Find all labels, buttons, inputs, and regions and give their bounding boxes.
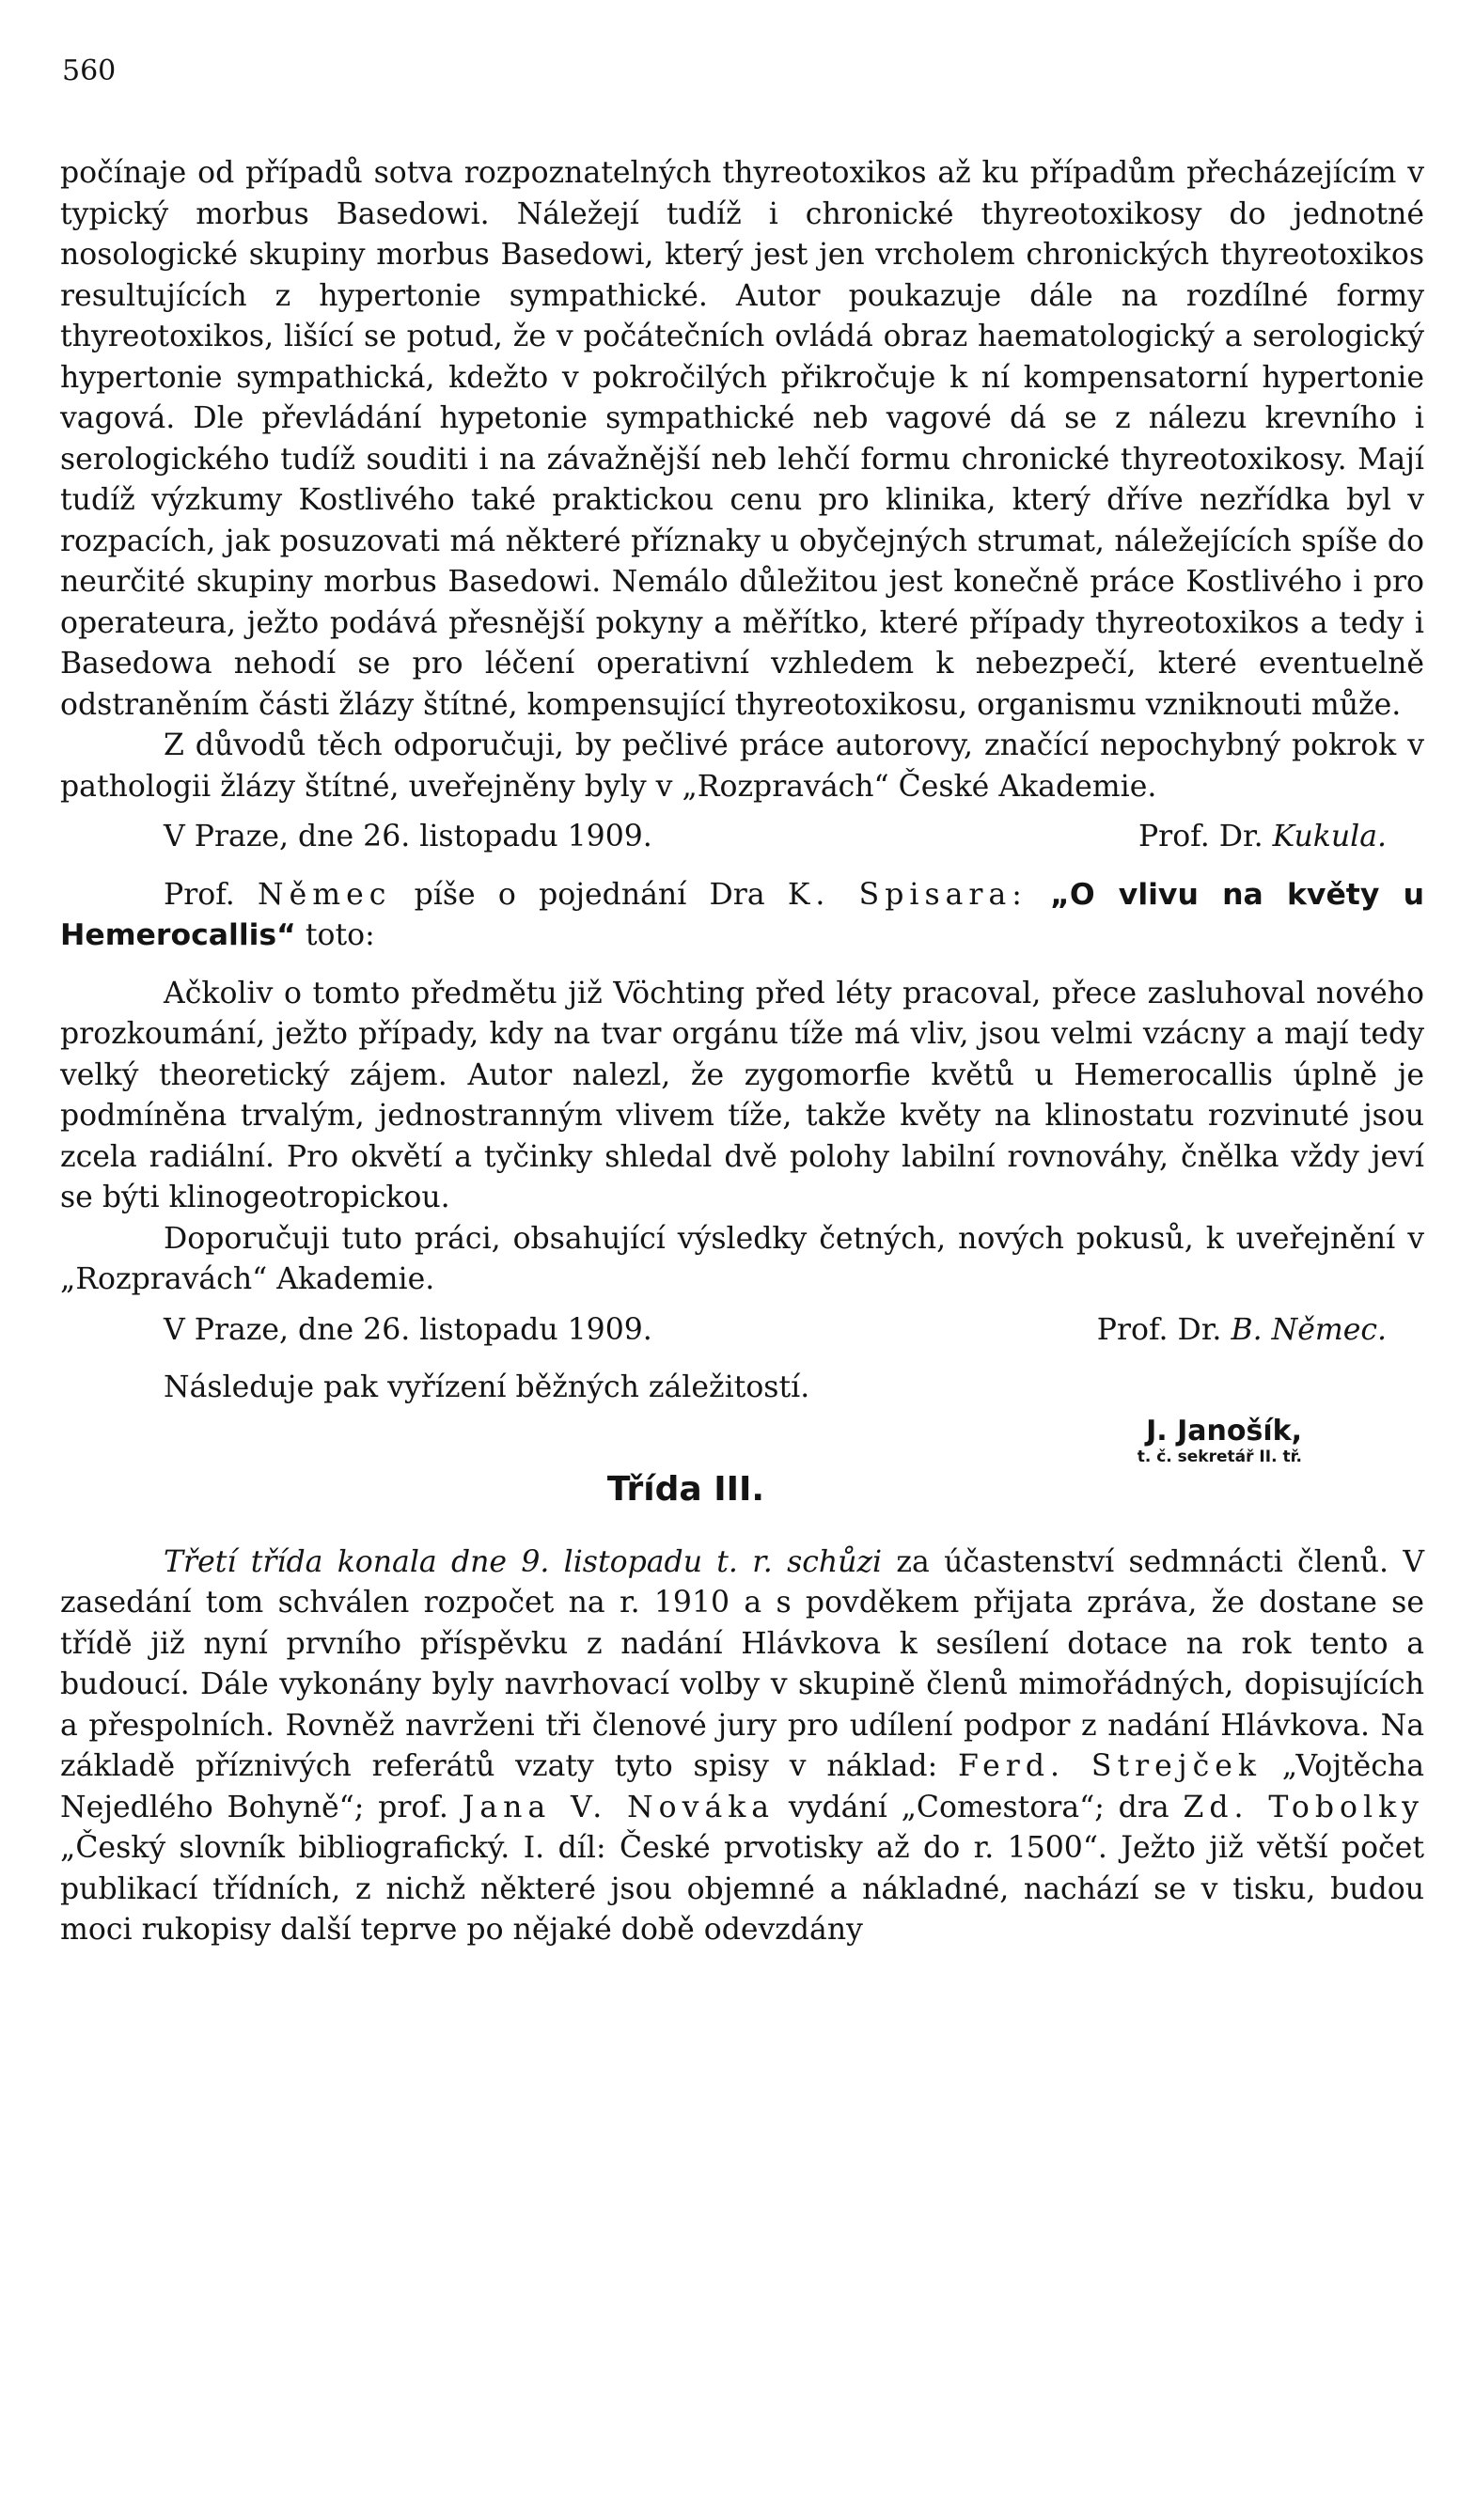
work-3: „Český slovník bibliografický. I. díl: České prvotisky až do r. 1500“. Ježto již větší počet publikací třídních, z nichž některé jsou objemné a nákladné, nachází se v tisku, budou moci rukopisy další teprve po nějaké době odevzdány: [60, 1831, 1424, 1947]
paragraph-review-spisar: Ačkoliv o tomto předmětu již Vöchting před léty pracoval, přece zasluhoval nového prozkoumání, ježto případy, kdy na tvar orgánu tíže má vliv, jsou velmi vzácny a mají tedy velký theoretický zájem. Autor nalezl, že zygomorfie květů u Hemerocallis úplně je podmíněna trvalým, jednostranným vlivem tíže, takže květy na klinostatu rozvinuté jsou zcela radiální. Pro okvětí a tyčinky shledal dvě polohy labilní rovnováhy, čnělka vždy jeví se býti klinogeotropickou.: [60, 976, 1424, 1214]
signature-title: Prof. Dr.: [1096, 1312, 1222, 1347]
intro-text1: píše o pojednání Dra: [414, 877, 765, 912]
work-1: „Vojtěcha Nejedlého Bohyně“; prof.: [60, 1749, 1424, 1824]
section-heading: Třída III.: [606, 1469, 765, 1509]
intro-text2: toto:: [305, 918, 375, 952]
author-name-3: Zd. Tobolky: [1183, 1790, 1424, 1824]
author-name-1: Ferd. Strejček: [958, 1749, 1262, 1783]
secretary-title: t. č. sekretář II. tř.: [1137, 1447, 1302, 1466]
secretary-signature: [60, 1415, 1424, 1466]
intro-lead: Prof.: [164, 877, 235, 912]
class-three-lead: Třetí třída konala dne 9. listopadu t. r. schůzi: [164, 1544, 883, 1579]
page-number: 560: [62, 55, 117, 87]
class-three-text: za účastenství sedmnácti členů. V zasedání tom schválen rozpočet na r. 1910 a s povděkem přijata zpráva, že dostane se třídě již nyní prvního příspěvku z nadání Hlávkova k sesílení dotace na rok tento a budoucí. Dále vykonány byly navrhovací volby v skupině členů mimořádných, dopisujících a přespolních. Rovněž navrženi tři členové jury pro udílení podpor z nadání Hlávkova. Na základě příznivých referátů vzaty tyto spisy v náklad:: [60, 1544, 1425, 1783]
signature-nemec: [60, 1310, 1424, 1352]
paragraph-recommendation-2: Doporučuji tuto práci, obsahující výsledky četných, nových pokusů, k uveřejnění v „Rozpravách“ Akademie.: [60, 1221, 1424, 1296]
intro-work-title: „O vlivu na květy u Hemerocallis“: [60, 877, 1425, 952]
signature-name: Kukula.: [1272, 820, 1387, 853]
intro-name: Němec: [258, 877, 392, 912]
author-name-2: Jana V. Nováka: [462, 1790, 776, 1824]
paragraph-follow-up: Následuje pak vyřízení běžných záležitostí.: [164, 1370, 810, 1404]
signature-title: Prof. Dr.: [1138, 820, 1263, 853]
intro-author: K. Spisara:: [787, 877, 1028, 912]
paragraph-class-three: [60, 1542, 1424, 1951]
signature-author: [1138, 817, 1387, 858]
paragraph-recommendation: Z důvodů těch odporučuji, by pečlivé práce autorovy, značící nepochybný pokrok v pathologii žlázy štítné, uveřejněny byly v „Rozpravách“ České Akademie.: [60, 728, 1424, 804]
secretary-name: J. Janošík,: [1146, 1414, 1302, 1448]
signature-place-date: V Praze, dne 26. listopadu 1909.: [164, 820, 652, 853]
signature-place-date: V Praze, dne 26. listopadu 1909.: [164, 1312, 652, 1347]
paragraph-nemec-intro: [60, 875, 1424, 957]
paragraph-review-kostlivy: počínaje od případů sotva rozpoznatelných thyreotoxikos až ku případům přecházejícím v typický morbus Basedowi. Náležejí tudíž i chronické thyreotoxikosy do jednotné nosologické skupiny morbus Basedowi, který jest jen vrcholem chronických thyreotoxikos resultujících z hypertonie sympathické. Autor poukazuje dále na rozdílné formy thyreotoxikos, lišící se potud, že v počátečních ovládá obraz haematologický a serologický hypertonie sympathická, kdežto v pokročilých přikročuje k ní kompensatorní hypertonie vagová. Dle převládání hypetonie sympathické neb vagové dá se z nálezu krevního i serologického tudíž souditi i na závažnější neb lehčí formu chronické thyreotoxikosy. Mají tudíž výzkumy Kostlivého také praktickou cenu pro klinika, který dříve nezřídka byl v rozpacích, jak posuzovati má některé příznaky u obyčejných strumat, náležejících spíše do neurčité skupiny morbus Basedowi. Nemálo důležitou jest konečně práce Kostlivého i pro operateura, ježto podává přesnější pokyny a měřítko, které případy thyreotoxikos a tedy i Basedowa nehodí se pro léčení operativní vzhledem k nebezpečí, které eventuelně odstraněním části žlázy štítné, kompensující thyreotoxikosu, organismu vzniknouti může.: [60, 156, 1424, 722]
signature-kukula: [60, 817, 1424, 858]
signature-name: B. Němec.: [1231, 1312, 1387, 1347]
work-2: vydání „Comestora“; dra: [788, 1790, 1169, 1824]
signature-author: [1097, 1310, 1387, 1352]
